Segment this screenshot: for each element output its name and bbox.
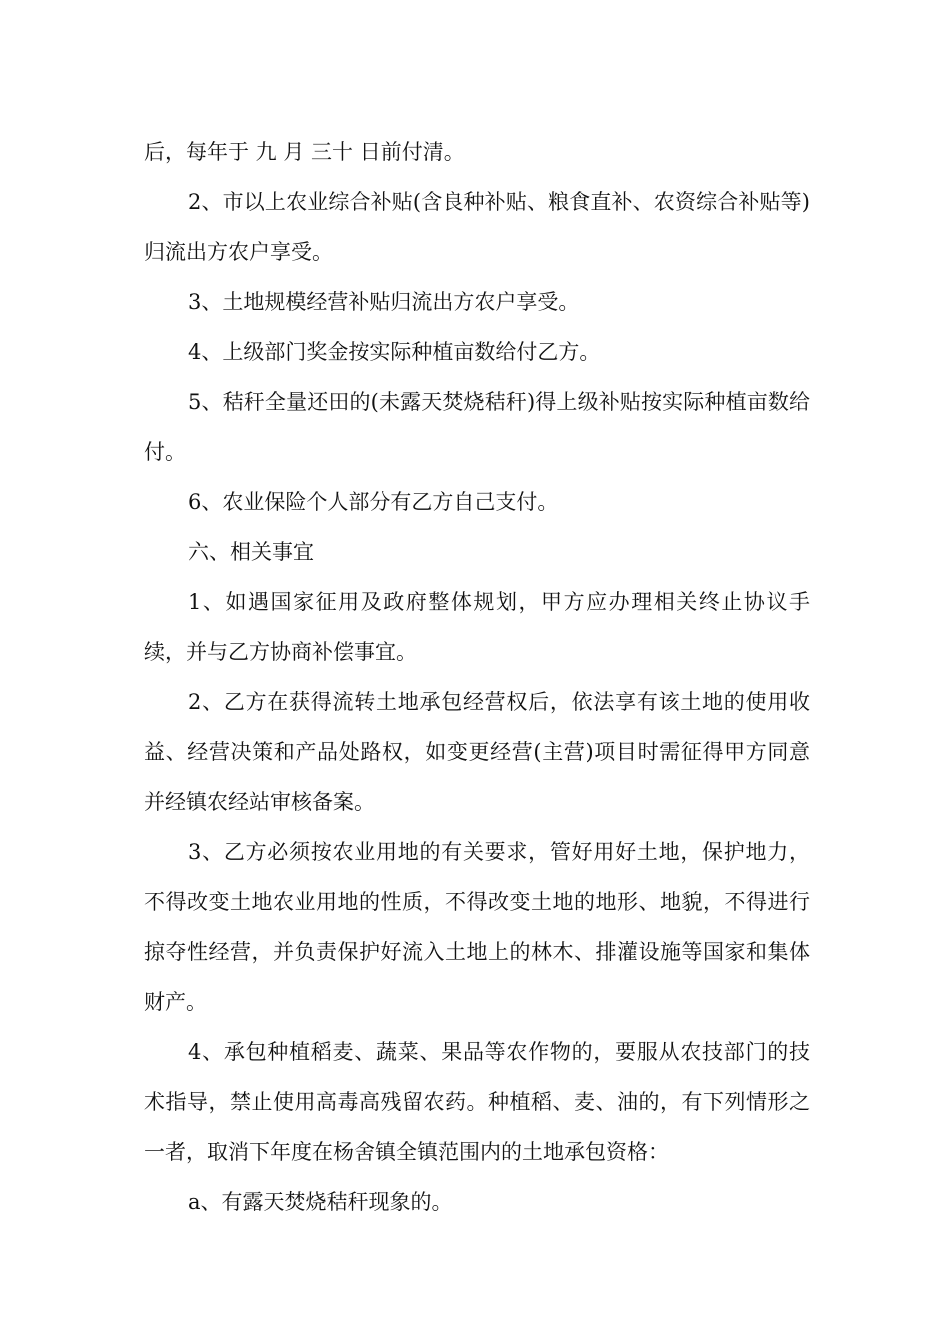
paragraph-straw-burning: a、有露天焚烧秸秆现象的。 — [188, 1190, 453, 1214]
paragraph-usage-rights: 2、乙方在获得流转土地承包经营权后，依法享有该土地的使用收益、经营决策和产品处路权，如变更经营(主营)项目时需征得甲方同意并经镇农经站审核备案。 — [144, 690, 810, 814]
document-body — [144, 127, 810, 1227]
paragraph-insurance: 6、农业保险个人部分有乙方自己支付。 — [188, 490, 559, 514]
paragraph-straw-subsidy: 5、秸秆全量还田的(未露天焚烧秸秆)得上级补贴按实际种植亩数给付。 — [144, 390, 810, 464]
paragraph-bonus: 4、上级部门奖金按实际种植亩数给付乙方。 — [188, 340, 601, 364]
paragraph-requisition: 1、如遇国家征用及政府整体规划，甲方应办理相关终止协议手续，并与乙方协商补偿事宜。 — [144, 590, 810, 664]
paragraph-land-protection: 3、乙方必须按农业用地的有关要求，管好用好土地，保护地力，不得改变土地农业用地的性质，不得改变土地的地形、地貌，不得进行掠夺性经营，并负责保护好流入土地上的林木、排灌设施等国家和集体财产。 — [144, 840, 810, 1014]
paragraph-agricultural-subsidy: 2、市以上农业综合补贴(含良种补贴、粮食直补、农资综合补贴等)归流出方农户享受。 — [144, 190, 810, 264]
section-heading-related-matters: 六、相关事宜 — [188, 540, 314, 564]
paragraph-scale-subsidy: 3、土地规模经营补贴归流出方农户享受。 — [188, 290, 580, 314]
paragraph-crop-guidance: 4、承包种植稻麦、蔬菜、果品等农作物的，要服从农技部门的技术指导，禁止使用高毒高残留农药。种植稻、麦、油的，有下列情形之一者，取消下年度在杨舍镇全镇范围内的土地承包资格： — [144, 1040, 810, 1164]
paragraph-payment-deadline: 后，每年于 九 月 三十 日前付清。 — [144, 140, 465, 164]
